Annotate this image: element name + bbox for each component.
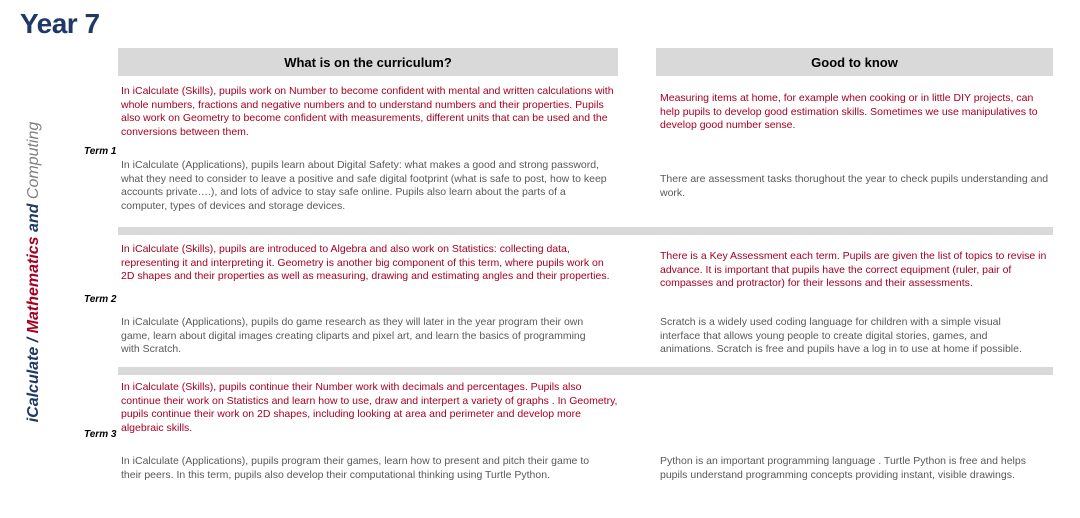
curriculum-header-label: What is on the curriculum? <box>284 54 452 70</box>
term-1-label: Term 1 <box>84 146 117 157</box>
term-3-curriculum-applications: In iCalculate (Applications), pupils program their games, learn how to present and pitch their game to their peers. In this term, pupils also develop their computational thinking using Turtle Python. <box>121 455 590 481</box>
term-separator-1 <box>118 227 1053 235</box>
curriculum-header <box>118 48 618 76</box>
term-1-good-to-know-2: There are assessment tasks thorughout the year to check pupils understanding and work. <box>660 173 1049 199</box>
subject-and: and <box>25 199 42 237</box>
term-2-curriculum-skills: In iCalculate (Skills), pupils are introduced to Algebra and also work on Statistics: collecting data, representing it and interpreting it. Geometry is another big component of this term, where pupils work on 2D shapes and their properties as well as measuring, drawing and estimating angles and their properties. <box>121 243 610 282</box>
term-2-label: Term 2 <box>84 294 117 305</box>
term-separator-2 <box>118 367 1053 375</box>
subject-slash: / <box>25 333 42 347</box>
subject-icalculate: iCalculate <box>25 346 42 423</box>
subject-label-text <box>25 122 43 423</box>
term-3-good-to-know-2: Python is an important programming language . Turtle Python is free and helps pupils understand programming concepts providing instant, visible drawings. <box>660 455 1026 481</box>
term-2-curriculum-applications: In iCalculate (Applications), pupils do game research as they will later in the year program their own game, learn about digital images creating cliparts and pixel art, and learn the basics of programming with Scratch. <box>121 316 586 355</box>
term-2-good-to-know-2: Scratch is a widely used coding language for children with a simple visual interface that allows young people to create digital stories, games, and animations. Scratch is free and pupils have a log in to use at home if possible. <box>660 316 1022 355</box>
term-3-curriculum-skills: In iCalculate (Skills), pupils continue their Number work with decimals and percentages. Pupils also continue their work on Statistics and learn how to use, draw and interpert a variety of graphs . In Geometry, pupils continue their work on 2D shapes, including looking at area and perimeter and develop more algebraic skills. <box>121 381 618 434</box>
term-1-curriculum-skills: In iCalculate (Skills), pupils work on Number to become confident with mental and written calculations with whole numbers, fractions and negative numbers and to understand numbers and their properties. Pupils also work on Geometry to become confident with measurements, different units that can be used and the conversions between them. <box>121 85 614 138</box>
good-to-know-header <box>656 48 1053 76</box>
term-1-good-to-know-1: Measuring items at home, for example when cooking or in little DIY projects, can help pupils to develop good estimation skills. Sometimes we use manipulatives to develop good number sense. <box>660 92 1038 131</box>
term-3-label: Term 3 <box>84 429 117 440</box>
subject-computing: Computing <box>25 121 42 200</box>
subject-mathematics: Mathematics <box>25 236 42 334</box>
good-to-know-header-label: Good to know <box>811 54 898 70</box>
page-title: Year 7 <box>20 8 100 39</box>
term-2-good-to-know-1: There is a Key Assessment each term. Pupils are given the list of topics to revise in advance. It is important that pupils have the correct equipment (ruler, pair of compasses and protractor) for their lessons and their assessments. <box>660 250 1047 289</box>
term-1-curriculum-applications: In iCalculate (Applications), pupils learn about Digital Safety: what makes a good and strong password, what they need to consider to leave a positive and safe digital footprint (what is safe to post, how to keep accounts private….), and lots of advice to stay safe online. Pupils also learn about the parts of a computer, types of devices and storage devices. <box>121 159 607 212</box>
